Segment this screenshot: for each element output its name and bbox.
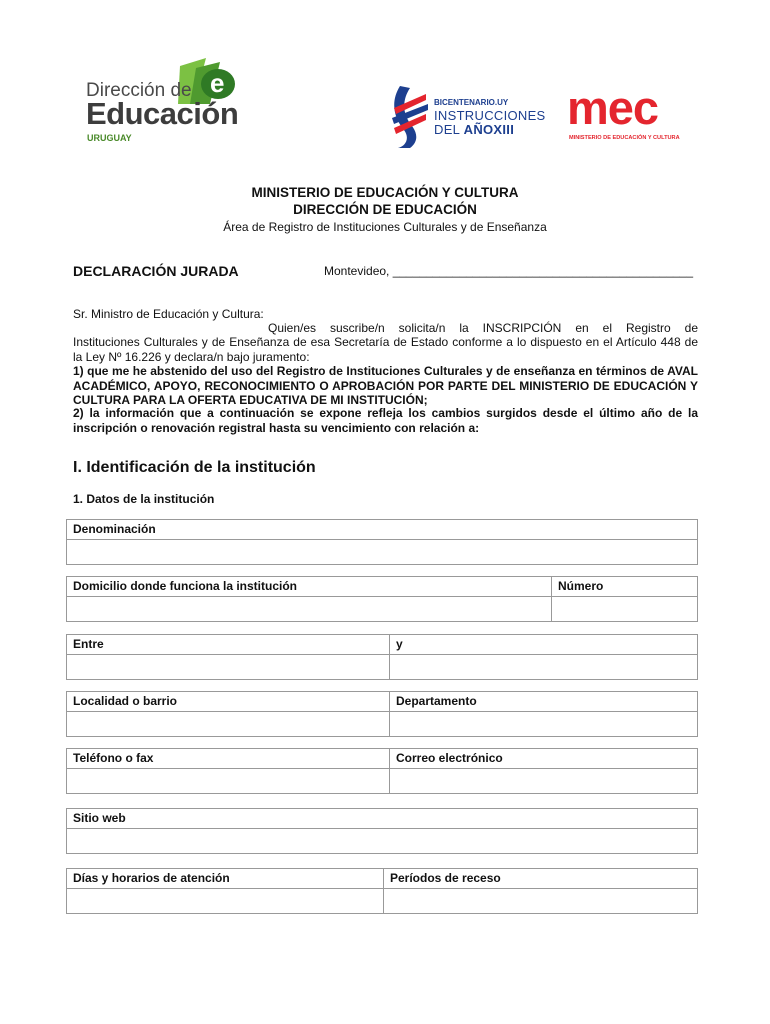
denominacion-header [67, 520, 697, 540]
domicilio-input[interactable] [67, 597, 551, 621]
departamento-input[interactable] [390, 712, 697, 736]
receso-label: Períodos de receso [390, 871, 501, 885]
intro-line1-text: Quien/es suscribe/n solicita/n la INSCRIPCIÓN en el Registro de [268, 321, 698, 335]
direccion-logo-line1: Dirección de [86, 80, 192, 101]
ministry-title: MINISTERIO DE EDUCACIÓN Y CULTURA [251, 185, 519, 200]
telefono-header [67, 749, 697, 769]
sitio-input[interactable] [67, 829, 697, 853]
section-subtitle: 1. Datos de la institución [73, 492, 215, 506]
domicilio-label: Domicilio donde funciona la institución [73, 579, 298, 593]
entre-box [66, 634, 698, 680]
city-date-line: Montevideo, _____________________________________________ [324, 264, 694, 278]
horarios-box [66, 868, 698, 914]
section-title: I. Identificación de la institución [73, 459, 316, 476]
direccion-logo-line3: URUGUAY [87, 133, 132, 143]
bicentenario-line1: BICENTENARIO.UY [434, 98, 509, 107]
horarios-label: Días y horarios de atención [73, 871, 230, 885]
localidad-box [66, 691, 698, 737]
horarios-header [67, 869, 697, 889]
bicentenario-ribbon-icon [388, 84, 432, 150]
area-subtitle: Área de Registro de Instituciones Culturales y de Enseñanza [223, 220, 547, 234]
direction-title: DIRECCIÓN DE EDUCACIÓN [293, 202, 477, 217]
direccion-educacion-logo [86, 58, 256, 148]
bicentenario-logo [388, 84, 548, 150]
localidad-header [67, 692, 697, 712]
domicilio-header [67, 577, 697, 597]
direccion-e-letter: e [210, 68, 225, 98]
declaration-point1: 1) que me he abstenido del uso del Registro de Instituciones Culturales y de enseñanza en términos de AVAL ACADÉMICO, APOYO, RECONOCIMIENTO O APROBACIÓN POR PARTE DEL MINISTERIO DE EDUCACIÓN Y CULTURA PARA LA OFERTA EDUCATIVA DE MI INSTITUCIÓN; [73, 364, 698, 407]
sitio-label: Sitio web [73, 811, 126, 825]
sitio-header [67, 809, 697, 829]
numero-input[interactable] [552, 597, 697, 621]
bicentenario-line3b: AÑOXIII [463, 122, 515, 137]
salutation-text: Sr. Ministro de Educación y Cultura: [73, 307, 264, 321]
mec-logo [567, 81, 697, 148]
mec-logo-subtitle: MINISTERIO DE EDUCACIÓN Y CULTURA [569, 135, 680, 141]
declaration-title: DECLARACIÓN JURADA [73, 263, 239, 279]
telefono-input[interactable] [67, 769, 389, 793]
correo-input[interactable] [390, 769, 697, 793]
telefono-box [66, 748, 698, 794]
entre-header [67, 635, 697, 655]
entre-label: Entre [73, 637, 104, 651]
correo-label: Correo electrónico [396, 751, 503, 765]
denominacion-box [66, 519, 698, 565]
mec-logo-mark: mec [567, 81, 659, 134]
y-input[interactable] [390, 655, 697, 679]
direccion-logo-line2: Educación [86, 96, 239, 131]
bicentenario-line3 [434, 122, 514, 137]
intro-rest-text: Instituciones Culturales y de Enseñanza de esa Secretaría de Estado conforme a lo dispuesto en el Artículo 448 de la Ley Nº 16.226 y declara/n bajo juramento: [73, 335, 698, 364]
declaration-point2: 2) la información que a continuación se expone refleja los cambios surgidos desde el último año de la inscripción o renovación registral hasta su vencimiento con relación a: [73, 406, 698, 435]
domicilio-box [66, 576, 698, 622]
localidad-input[interactable] [67, 712, 389, 736]
y-label: y [396, 637, 403, 651]
horarios-input[interactable] [67, 889, 383, 913]
denominacion-input[interactable] [67, 540, 697, 564]
bicentenario-line2: INSTRUCCIONES [434, 108, 546, 123]
numero-label: Número [558, 579, 604, 593]
entre-input[interactable] [67, 655, 389, 679]
telefono-label: Teléfono o fax [73, 751, 154, 765]
departamento-label: Departamento [396, 694, 477, 708]
bicentenario-line3a: DEL [434, 122, 464, 137]
sitio-box [66, 808, 698, 854]
receso-input[interactable] [384, 889, 697, 913]
localidad-label: Localidad o barrio [73, 694, 178, 708]
denominacion-label: Denominación [73, 522, 156, 536]
